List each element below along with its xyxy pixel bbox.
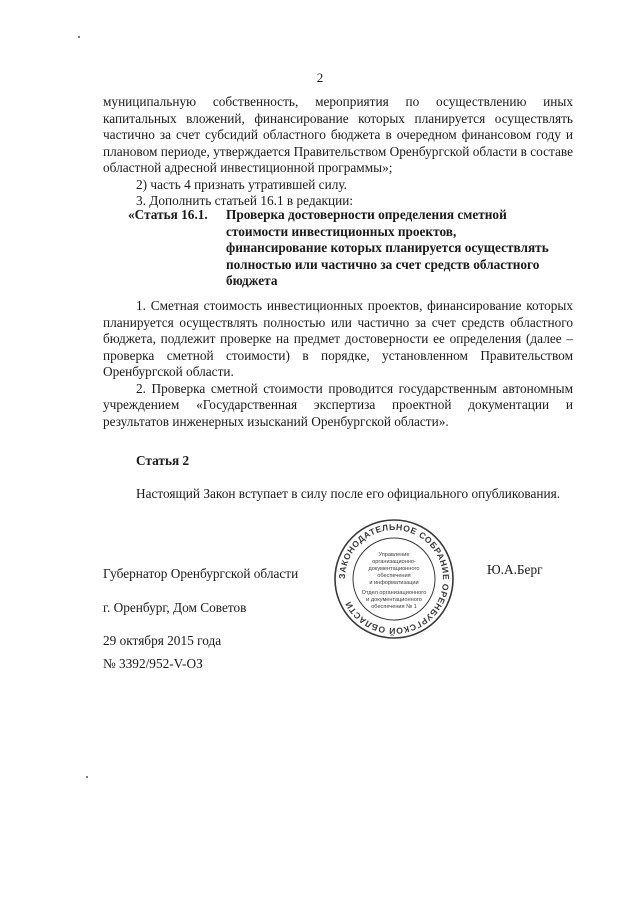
seal-inner-line: Отдел организационного — [361, 590, 427, 596]
article-16-1-label: «Статья 16.1. — [128, 207, 208, 222]
continuation-paragraph: муниципальную собственность, мероприятия по осуществлению иных капитальных вложений, финансирование которых планируется осуществлять частично за счет субсидий областного бюджета в очередном финансовом году и плановом периоде, утверждается Правительством Оренбургской области в составе областной адресной инвестиционной программы»; — [103, 94, 573, 175]
signing-place: г. Оренбург, Дом Советов — [103, 600, 247, 615]
seal-ring-textpath: ЗАКОНОДАТЕЛЬНОЕ СОБРАНИЕ ОРЕНБУРГСКОЙ ОБЛАСТИ — [336, 521, 452, 637]
article-title-line: стоимости инвестиционных проектов, — [226, 223, 457, 239]
article-16-1-paragraph-2: 2. Проверка сметной стоимости проводится государственным автономным учреждением «Государственная экспертиза проектной документации и результатов инженерных изысканий Оренбургской области». — [103, 380, 573, 429]
article-title-line: бюджета — [226, 273, 278, 288]
scan-speck — [78, 36, 80, 38]
article-16-1-paragraph-1: 1. Сметная стоимость инвестиционных проектов, финансирование которых планируется осуществлять полностью или частично за счет средств областного бюджета, подлежит проверке на предмет достоверности ее определения (далее – проверка сметной стоимости) в порядке, установленном Правительством Оренбургской области. — [103, 298, 573, 379]
article-16-1-title — [226, 207, 571, 290]
seal-inner-line: обеспечения — [377, 573, 411, 579]
amendment-item-3: 3. Дополнить статьей 16.1 в редакции: — [136, 193, 354, 208]
article-title-line: финансирование которых планируется осуществлять — [226, 240, 549, 255]
law-number: № 3392/952-V-ОЗ — [103, 656, 203, 671]
seal-inner-text — [362, 552, 427, 610]
article-2-body — [103, 486, 573, 503]
official-seal-stamp — [333, 518, 455, 640]
seal-inner-line: обеспечения № 1 — [371, 604, 417, 610]
signatory-name: Ю.А.Берг — [487, 562, 543, 577]
seal-inner-line: и документационного — [366, 597, 422, 603]
article-title-line: полностью или частично за счет средств областного — [226, 256, 540, 272]
page-number: 2 — [316, 70, 324, 85]
seal-inner-line: организационно- — [372, 559, 416, 565]
amendment-text — [103, 94, 573, 210]
signing-date: 29 октября 2015 года — [103, 633, 222, 648]
article-title-line: Проверка достоверности определения сметной — [226, 207, 507, 222]
signatory-position: Губернатор Оренбургской области — [103, 566, 299, 581]
seal-inner-line: Управление — [378, 552, 410, 558]
article-16-1-body — [103, 298, 573, 430]
seal-inner-line: документационного — [368, 566, 420, 572]
scan-speck — [86, 776, 88, 778]
article-2-text: Настоящий Закон вступает в силу после его официального опубликования. — [136, 486, 561, 501]
article-2-title: Статья 2 — [136, 453, 190, 468]
seal-inner-line: и информатизации — [369, 580, 419, 586]
amendment-item-2: 2) часть 4 признать утратившей силу. — [136, 176, 347, 192]
article-16-1-heading — [128, 207, 578, 290]
